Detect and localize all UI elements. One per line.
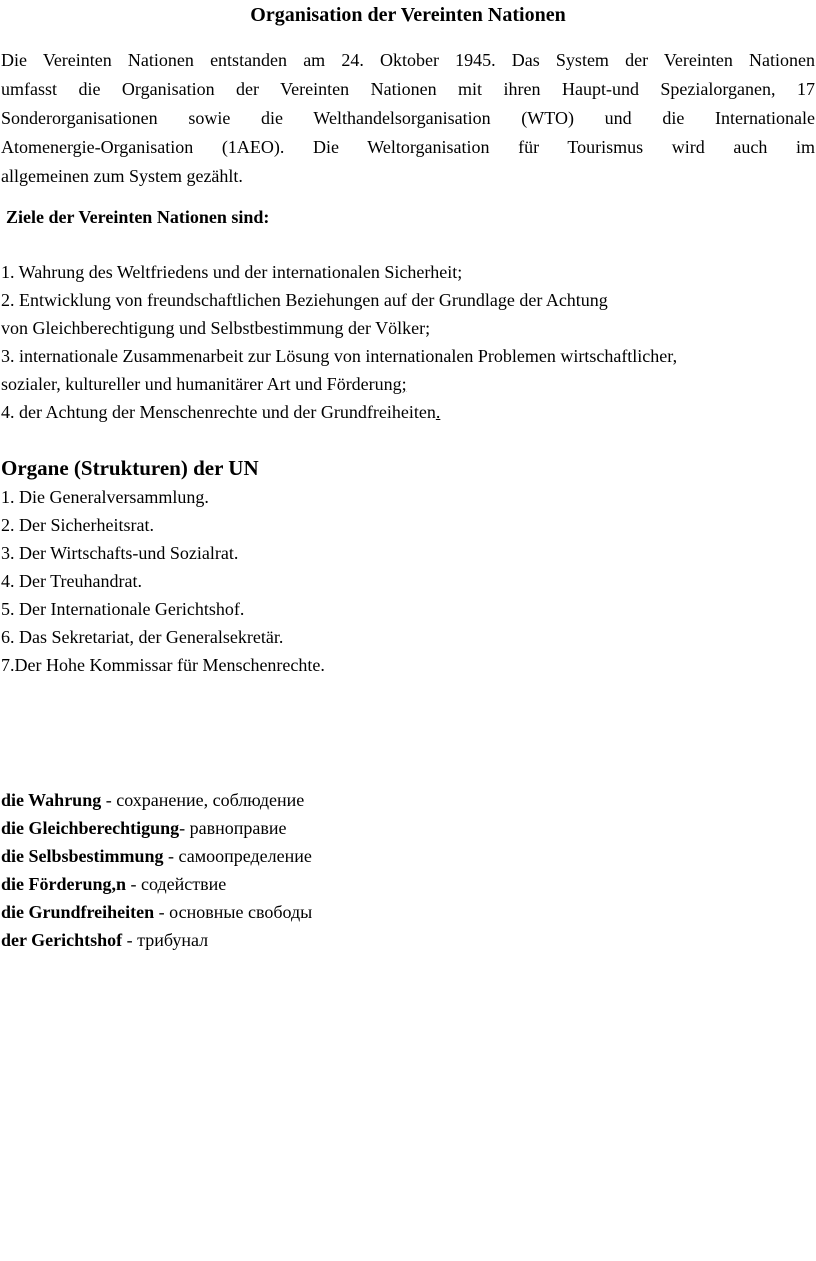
goal-line-punct: ;	[401, 374, 407, 394]
vocab-term: die Förderung,n	[1, 874, 127, 894]
organ-item: 1. Die Generalversammlung.	[1, 487, 209, 507]
goal-line	[1, 370, 815, 398]
organ-item: 6. Das Sekretariat, der Generalsekretär.	[1, 627, 284, 647]
vocab-translation: основные свободы	[169, 902, 313, 922]
intro-line: Atomenergie-Organisation (1AEO). Die Weltorganisation für Tourismus wird auch im	[1, 137, 815, 157]
vocab-separator: -	[126, 874, 142, 894]
vocab-separator: -	[154, 902, 170, 922]
organ-item: 7.Der Hohe Kommissar für Menschenrechte.	[1, 655, 325, 675]
vocab-entry	[1, 842, 312, 870]
vocab-separator: -	[179, 818, 190, 838]
organs-list	[1, 483, 325, 679]
goals-heading: Ziele der Vereinten Nationen sind:	[6, 207, 270, 227]
vocabulary-list	[1, 786, 312, 954]
intro-line: umfasst die Organisation der Vereinten Nationen mit ihren Haupt-und Spezialorganen, 17	[1, 79, 815, 99]
organs-heading: Organe (Strukturen) der UN	[1, 456, 259, 480]
vocab-translation: самоопределение	[178, 846, 312, 866]
goal-line-text: sozialer, kultureller und humanitärer Art und Förderung	[1, 374, 402, 394]
vocab-entry	[1, 870, 312, 898]
vocab-entry	[1, 926, 312, 954]
intro-line: allgemeinen zum System gezählt.	[1, 166, 243, 186]
intro-line: Sonderorganisationen sowie die Welthandelsorganisation (WTO) und die Internationale	[1, 108, 815, 128]
vocab-term: die Selbsbestimmung	[1, 846, 164, 866]
vocab-separator: -	[101, 790, 117, 810]
vocab-translation: содействие	[141, 874, 227, 894]
goal-line-punct: .	[435, 402, 441, 422]
goal-line: von Gleichberechtigung und Selbstbestimmung der Völker;	[1, 318, 431, 338]
goal-line: 2. Entwicklung von freundschaftlichen Beziehungen auf der Grundlage der Achtung	[1, 290, 608, 310]
goal-line: 3. internationale Zusammenarbeit zur Lösung von internationalen Problemen wirtschaftlicher,	[1, 346, 678, 366]
goals-list	[1, 258, 815, 426]
vocab-entry	[1, 814, 312, 842]
vocab-separator: -	[163, 846, 179, 866]
goal-line-text: 4. der Achtung der Menschenrechte und der Grundfreiheiten	[1, 402, 436, 422]
vocab-term: die Gleichberechtigung	[1, 818, 180, 838]
vocab-translation: равноправие	[189, 818, 287, 838]
goal-line: 1. Wahrung des Weltfriedens und der internationalen Sicherheit;	[1, 262, 463, 282]
organ-item: 5. Der Internationale Gerichtshof.	[1, 599, 245, 619]
vocab-term: die Grundfreiheiten	[1, 902, 155, 922]
organ-item: 4. Der Treuhandrat.	[1, 571, 142, 591]
vocab-term: die Wahrung	[1, 790, 102, 810]
organ-item: 2. Der Sicherheitsrat.	[1, 515, 154, 535]
vocab-translation: трибунал	[137, 930, 209, 950]
vocab-term: der Gerichtshof	[1, 930, 123, 950]
vocab-entry	[1, 786, 312, 814]
goal-line	[1, 398, 815, 426]
intro-line: Die Vereinten Nationen entstanden am 24. Oktober 1945. Das System der Vereinten Nationen	[1, 50, 815, 70]
document-title: Organisation der Vereinten Nationen	[250, 4, 566, 26]
vocab-separator: -	[122, 930, 138, 950]
intro-paragraph	[1, 46, 815, 191]
vocab-translation: сохранение, соблюдение	[116, 790, 305, 810]
vocab-entry	[1, 898, 312, 926]
organ-item: 3. Der Wirtschafts-und Sozialrat.	[1, 543, 239, 563]
